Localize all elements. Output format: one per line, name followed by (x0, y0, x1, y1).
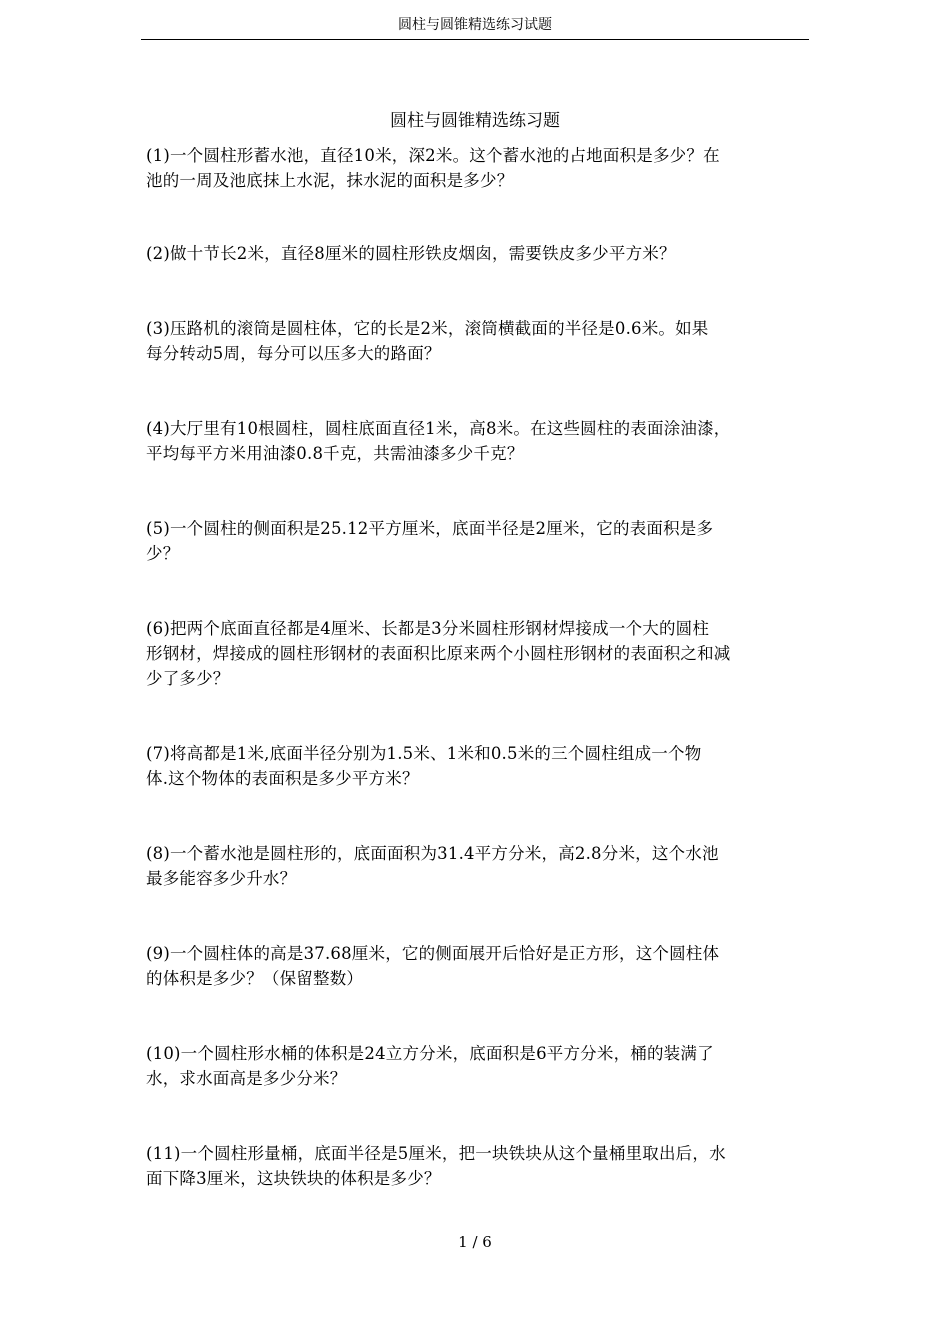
question-line: 平均每平方米用油漆0.8千克，共需油漆多少千克？ (146, 444, 524, 463)
question-line: (7)将高都是1米,底面半径分别为1.5米、1米和0.5米的三个圆柱组成一个物 (146, 744, 702, 763)
question-line: (2)做十节长2米，直径8厘米的圆柱形铁皮烟囱，需要铁皮多少平方米？ (146, 244, 676, 263)
question-line: 每分转动5周，每分可以压多大的路面？ (146, 344, 441, 363)
question-line: (11)一个圆柱形量桶，底面半径是5厘米，把一块铁块从这个量桶里取出后，水 (146, 1144, 726, 1163)
question-line: (10)一个圆柱形水桶的体积是24立方分米，底面积是6平方分米，桶的装满了 (146, 1044, 714, 1063)
page-number: 1 / 6 (458, 1233, 492, 1251)
question-line: 的体积是多少？（保留整数） (146, 969, 364, 988)
question-line: 水，求水面高是多少分米？ (146, 1069, 347, 1088)
question-line: 形钢材，焊接成的圆柱形钢材的表面积比原来两个小圆柱形钢材的表面积之和减 (146, 644, 731, 663)
question-line: (4)大厅里有10根圆柱，圆柱底面直径1米，高8米。在这些圆柱的表面涂油漆， (146, 419, 731, 438)
question-line: (1)一个圆柱形蓄水池，直径10米，深2米。这个蓄水池的占地面积是多少？在 (146, 146, 720, 165)
question-6 (146, 616, 810, 691)
page-header: 圆柱与圆锥精选练习试题 (141, 14, 809, 40)
question-line: 少了多少？ (146, 669, 230, 688)
question-3 (146, 316, 810, 366)
question-line: (5)一个圆柱的侧面积是25.12平方厘米，底面半径是2厘米，它的表面积是多 (146, 519, 714, 538)
question-line: 少？ (146, 544, 180, 563)
question-9 (146, 941, 810, 991)
question-line: (9)一个圆柱体的高是37.68厘米，它的侧面展开后恰好是正方形，这个圆柱体 (146, 944, 720, 963)
question-10 (146, 1041, 810, 1091)
question-11 (146, 1141, 810, 1191)
question-line: (8)一个蓄水池是圆柱形的，底面面积为31.4平方分米，高2.8分米，这个水池 (146, 844, 719, 863)
question-4 (146, 416, 810, 466)
question-5 (146, 516, 810, 566)
question-line: 最多能容多少升水？ (146, 869, 297, 888)
question-8 (146, 841, 810, 891)
question-7 (146, 741, 810, 791)
question-line: 体.这个物体的表面积是多少平方米？ (146, 769, 419, 788)
question-1 (146, 143, 810, 193)
question-2 (146, 241, 810, 266)
document-title: 圆柱与圆锥精选练习题 (390, 111, 560, 131)
question-line: (3)压路机的滚筒是圆柱体，它的长是2米，滚筒横截面的半径是0.6米。如果 (146, 319, 709, 338)
question-line: 池的一周及池底抹上水泥，抹水泥的面积是多少？ (146, 171, 514, 190)
question-line: (6)把两个底面直径都是4厘米、长都是3分米圆柱形钢材焊接成一个大的圆柱 (146, 619, 710, 638)
question-line: 面下降3厘米，这块铁块的体积是多少？ (146, 1169, 441, 1188)
